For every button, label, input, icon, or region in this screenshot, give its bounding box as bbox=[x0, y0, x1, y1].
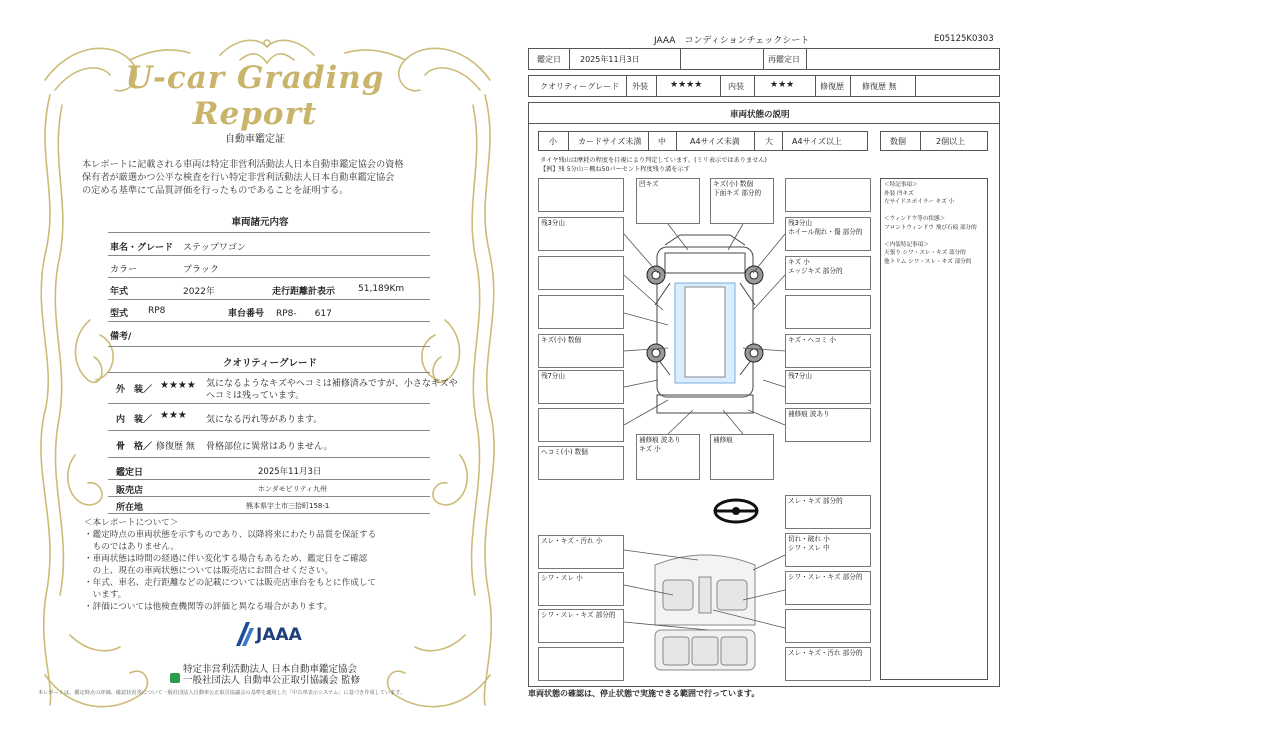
divider bbox=[108, 277, 430, 278]
cell-divider bbox=[806, 48, 807, 70]
year-label: 年式 bbox=[110, 287, 129, 297]
year-value: 2022年 bbox=[183, 287, 215, 297]
size-mid-desc: A4サイズ未満 bbox=[690, 137, 740, 146]
report-subtitle: 自動車鑑定証 bbox=[225, 134, 285, 145]
interior-label: 内 装／ bbox=[116, 415, 153, 425]
doc-id: E05125K0303 bbox=[934, 34, 994, 44]
divider bbox=[108, 372, 430, 373]
cell-divider bbox=[782, 131, 783, 151]
inspect-date-value: 2025年11月3日 bbox=[580, 55, 640, 64]
org-badge-icon bbox=[170, 673, 180, 683]
divider bbox=[108, 513, 430, 514]
frame-label: 骨 格／ bbox=[116, 442, 153, 452]
interior-stars: ★★★ bbox=[770, 80, 795, 90]
model-label: 型式 bbox=[110, 309, 129, 319]
divider bbox=[108, 232, 430, 233]
mileage-label: 走行距離計表示 bbox=[272, 287, 336, 297]
cell-divider bbox=[626, 75, 627, 97]
damage-box-right-10: シワ・スレ・キズ 部分的 bbox=[785, 571, 871, 605]
jaaa-logo-text: JAAA bbox=[256, 625, 302, 645]
color-value: ブラック bbox=[183, 265, 219, 275]
sheet-title: JAAA コンディションチェックシート bbox=[654, 36, 810, 46]
divider bbox=[108, 299, 430, 300]
exterior-text: 気になるようなキズやヘコミは補修済みですが、小さなキズや ヘコミは残っています。 bbox=[206, 379, 458, 401]
special-notes: ＜特記事項＞ 外装 凹キズ 左サイドスポイラー キズ 小 ＜ウィンドウ等の状態＞ フロントウィンドウ 飛び石痕 部分的 ＜内装特記事項＞ 天張り シワ・スレ・キズ 部分的 他トリム シワ・スレ・キズ 部分的 bbox=[884, 182, 977, 265]
cell-divider bbox=[850, 75, 851, 97]
frame-text: 骨格部位に異常はありません。 bbox=[206, 442, 333, 452]
divider bbox=[108, 403, 430, 404]
exterior-label: 外 装／ bbox=[116, 385, 153, 395]
damage-box-left-8: ヘコミ(小) 数個 bbox=[538, 446, 624, 480]
exterior-stars: ★★★★ bbox=[160, 380, 196, 391]
size-large-desc: A4サイズ以上 bbox=[792, 137, 842, 146]
divider bbox=[108, 479, 430, 480]
cell-divider bbox=[676, 131, 677, 151]
size-small: 小 bbox=[549, 137, 557, 146]
damage-box-right-2: 残3分山 ホイール削れ・傷 部分的 bbox=[785, 217, 871, 251]
name-value: ステップワゴン bbox=[183, 243, 246, 253]
chassis-value: RP8- 617 bbox=[276, 309, 332, 319]
divider bbox=[108, 346, 430, 347]
cell-divider bbox=[815, 75, 816, 97]
report-title: U-car Grading Report bbox=[125, 60, 385, 132]
damage-box-top-1: 凹キズ bbox=[636, 178, 700, 224]
sheet-footer: 車両状態の確認は、停止状態で実施できる範囲で行っています。 bbox=[528, 689, 760, 698]
model-value: RP8 bbox=[148, 306, 166, 316]
chassis-label: 車台番号 bbox=[228, 309, 265, 319]
cell-divider bbox=[754, 75, 755, 97]
divider bbox=[108, 430, 430, 431]
divider bbox=[108, 496, 430, 497]
cell-divider bbox=[680, 48, 764, 70]
damage-box-top-2: キズ(小) 数個 下面キズ 部分的 bbox=[710, 178, 774, 224]
spec-heading: 車両諸元内容 bbox=[231, 217, 289, 228]
quality-heading: クオリティーグレード bbox=[222, 358, 318, 369]
repair-value: 修復歴 無 bbox=[862, 82, 897, 91]
date-value: 2025年11月3日 bbox=[258, 467, 322, 477]
cell-divider bbox=[915, 75, 916, 97]
damage-box-left-9: スレ・キズ・汚れ 小 bbox=[538, 535, 624, 569]
repair-label: 修復歴 bbox=[820, 82, 844, 91]
damage-box-right-6: 残7分山 bbox=[785, 370, 871, 404]
leader-lines bbox=[528, 170, 878, 685]
quality-label: クオリティーグレード bbox=[540, 82, 620, 91]
fine-print: 本レポートは、鑑定時点の評価、確認状況等について一般社団法人自動車公正取引協議会の基準を適用した「中古車表示システム」に基づき作成しています。 bbox=[38, 690, 406, 696]
damage-box-bottom-1: 補修痕 波あり キズ 小 bbox=[636, 434, 700, 480]
damage-box-left-6: 残7分山 bbox=[538, 370, 624, 404]
exterior-stars: ★★★★ bbox=[670, 80, 703, 90]
dealer-label: 販売店 bbox=[116, 486, 144, 496]
org-name-2: 一般社団法人 自動車公正取引協議会 監修 bbox=[183, 675, 361, 686]
damage-box-right-12: スレ・キズ・汚れ 部分的 bbox=[785, 647, 871, 681]
divider bbox=[108, 457, 430, 458]
location-label: 所在地 bbox=[116, 503, 144, 513]
interior-text: 気になる汚れ等があります。 bbox=[206, 415, 323, 425]
cell-divider bbox=[656, 75, 657, 97]
interior-label: 内装 bbox=[728, 82, 744, 91]
damage-box-left-10: シワ・スレ 小 bbox=[538, 572, 624, 606]
cell-divider bbox=[754, 131, 755, 151]
size-large: 大 bbox=[765, 137, 773, 146]
damage-box-bottom-2: 補修痕 bbox=[710, 434, 774, 480]
org-name-1: 特定非営利活動法人 日本自動車鑑定協会 bbox=[183, 664, 358, 675]
damage-box-right-9: 切れ・破れ 小 シワ・スレ 中 bbox=[785, 533, 871, 567]
reinspect-label: 再鑑定日 bbox=[768, 55, 800, 64]
damage-box-right-3: キズ 小 エッジキズ 部分的 bbox=[785, 256, 871, 290]
tire-note-2: 【例】残 5分山＝概ね50パーセント程度残り溝を示す bbox=[540, 166, 690, 173]
tire-note-1: タイヤ残山は摩耗の程度を目視により判定しています。(ミリ表示ではありません) bbox=[540, 157, 767, 164]
inspect-date-label: 鑑定日 bbox=[537, 55, 561, 64]
date-label: 鑑定日 bbox=[116, 468, 144, 478]
damage-box-left-2: 残3分山 bbox=[538, 217, 624, 251]
damage-box-right-7: 補修痕 波あり bbox=[785, 408, 871, 442]
interior-stars: ★★★ bbox=[160, 410, 187, 421]
size-small-desc: カードサイズ未満 bbox=[578, 137, 642, 146]
exterior-label: 外装 bbox=[632, 82, 648, 91]
count-desc: 2個以上 bbox=[936, 137, 966, 146]
name-label: 車名・グレード bbox=[110, 243, 174, 253]
cell-divider bbox=[648, 131, 649, 151]
dealer-value: ホンダモビリティ九州 bbox=[258, 485, 328, 493]
cell-divider bbox=[720, 75, 721, 97]
intro-text: 本レポートに記載される車両は特定非営利活動法人日本自動車鑑定協会の資格 保有者が厳選かつ公平な検査を行い特定非営利活動法人日本自動車鑑定協会 の定める基準にて品質評価を行ったものであることを証明する。 bbox=[82, 159, 404, 196]
report-notes: ＜本レポートについて＞ ・鑑定時点の車両状態を示すものであり、以降将来にわたり品質を保証する ものではありません。 ・車両状態は時間の経過に伴い変化する場合もあるため、鑑定日をご確認 の上、現在の車両状態については販売店にお問合せください。 ・年式、車名、走行距離などの記載については販売店車台をもとに作成して います。 ・評価については他検査機関等の評価と異なる場合があります。 bbox=[84, 518, 377, 612]
color-label: カラー bbox=[110, 265, 138, 275]
divider bbox=[108, 321, 430, 322]
mileage-value: 51,189Km bbox=[358, 284, 405, 294]
location-value: 熊本県宇土市三拾町158-1 bbox=[246, 502, 330, 510]
damage-box-left-11: シワ・スレ・キズ 部分的 bbox=[538, 609, 624, 643]
size-mid: 中 bbox=[658, 137, 666, 146]
cell-divider bbox=[920, 131, 921, 151]
cell-divider bbox=[568, 131, 569, 151]
divider bbox=[108, 255, 430, 256]
damage-box-right-8: スレ・キズ 部分的 bbox=[785, 495, 871, 529]
condition-heading: 車両状態の説明 bbox=[730, 110, 790, 120]
remarks-label: 備考/ bbox=[110, 332, 132, 342]
frame-value: 修復歴 無 bbox=[156, 442, 195, 452]
count-label: 数個 bbox=[890, 137, 906, 146]
jaaa-logo-icon bbox=[234, 620, 256, 648]
damage-box-right-5: キズ・ヘコミ 小 bbox=[785, 334, 871, 368]
damage-box-left-5: キズ(小) 数個 bbox=[538, 334, 624, 368]
